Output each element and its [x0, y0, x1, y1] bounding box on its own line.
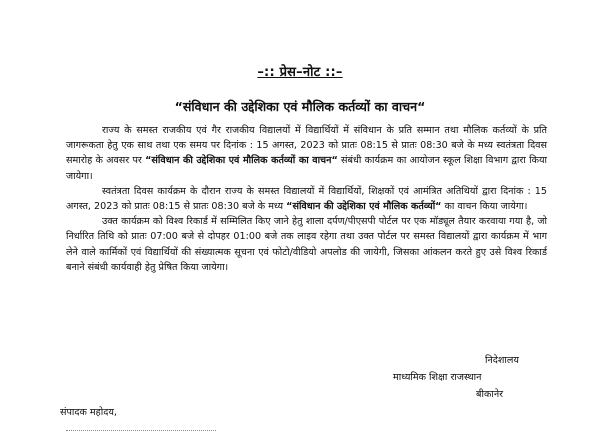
press-note-heading: –:: प्रेस–नोट ::– — [257, 65, 343, 80]
paragraph-2-text-start: स्वतंत्रता दिवस कार्यक्रम के दौरान राज्य के समस्त विद्यालयों में विद्यार्थियों, शिक्षकों एवं आमंत्रित अतिथियों द्वारा दिनांक : 15 अगस्त, 2023 को प्रातः 08:15 से प्रातः 08:30 बजे के मध्य — [66, 185, 547, 213]
paragraph-1 — [66, 123, 547, 184]
press-note-body — [66, 123, 547, 275]
signature-block — [390, 352, 530, 403]
subject-title: “संविधान की उद्देशिका एवं मौलिक कर्तव्यों का वाचन“ — [174, 99, 426, 114]
paragraph-2 — [66, 184, 547, 214]
paragraph-1-text-end: संबंधी कार्यक्रम का आयोजन स्कूल शिक्षा विभाग द्वारा किया जायेगा। — [66, 155, 547, 182]
paragraph-1-bold: “संविधान की उद्देशिका एवं मौलिक कर्तव्यों का वाचन“ — [145, 155, 338, 167]
paragraph-2-bold: “संविधान की उद्देशिका एवं मौलिक कर्तव्यों“ — [286, 201, 442, 213]
paragraph-3 — [66, 214, 547, 275]
signature-line-department: माध्यमिक शिक्षा राजस्थान — [393, 372, 482, 383]
paragraph-1-text-start: राज्य के समस्त राजकीय एवं गैर राजकीय विद्यालयों में विद्यार्थियों में संविधान के प्रति सम्मान तथा मौलिक कर्तव्यों के प्रति जागरूकता हेतु एक साथ तथा एक समय पर दिनांक : 15 अगस्त, 2023 को प्रातः 08:15 से प्रातः 08:30 बजे के मध्य स्वतंत्रता दिवस समारोह के अवसर पर — [66, 125, 547, 167]
paragraph-2-text-end: का वाचन किया जायेगा। — [441, 201, 528, 213]
paragraph-3-text: उक्त कार्यक्रम को विश्व रिकार्ड में सम्मिलित किए जाने हेतु शाला दर्पण/पीएसपी पोर्टल पर एक मॉड्यूल तैयार करवाया गया है, जो निर्धारित तिथि को प्रातः 07:00 बजे से दोपहर 01:00 बजे तक लाइव रहेगा तथा उक्त पोर्टल पर समस्त विद्यालयों द्वारा कार्यक्रम में भाग लेने वाले कार्मिकों एवं विद्यार्थियों की संख्यात्मक सूचना एवं फोटो/वीडियो अपलोड की जायेगी, जिसका आंकलन करते हुए उसे विश्व रिकार्ड बनाने संबंधी कार्यवाही हेतु प्रेषित किया जायेगा। — [66, 216, 547, 273]
dotted-divider — [66, 430, 216, 431]
signature-line-city: बीकानेर — [476, 389, 504, 400]
editor-salutation: संपादक महोदय, — [60, 407, 117, 418]
signature-line-directorate: निदेशालय — [485, 355, 519, 366]
